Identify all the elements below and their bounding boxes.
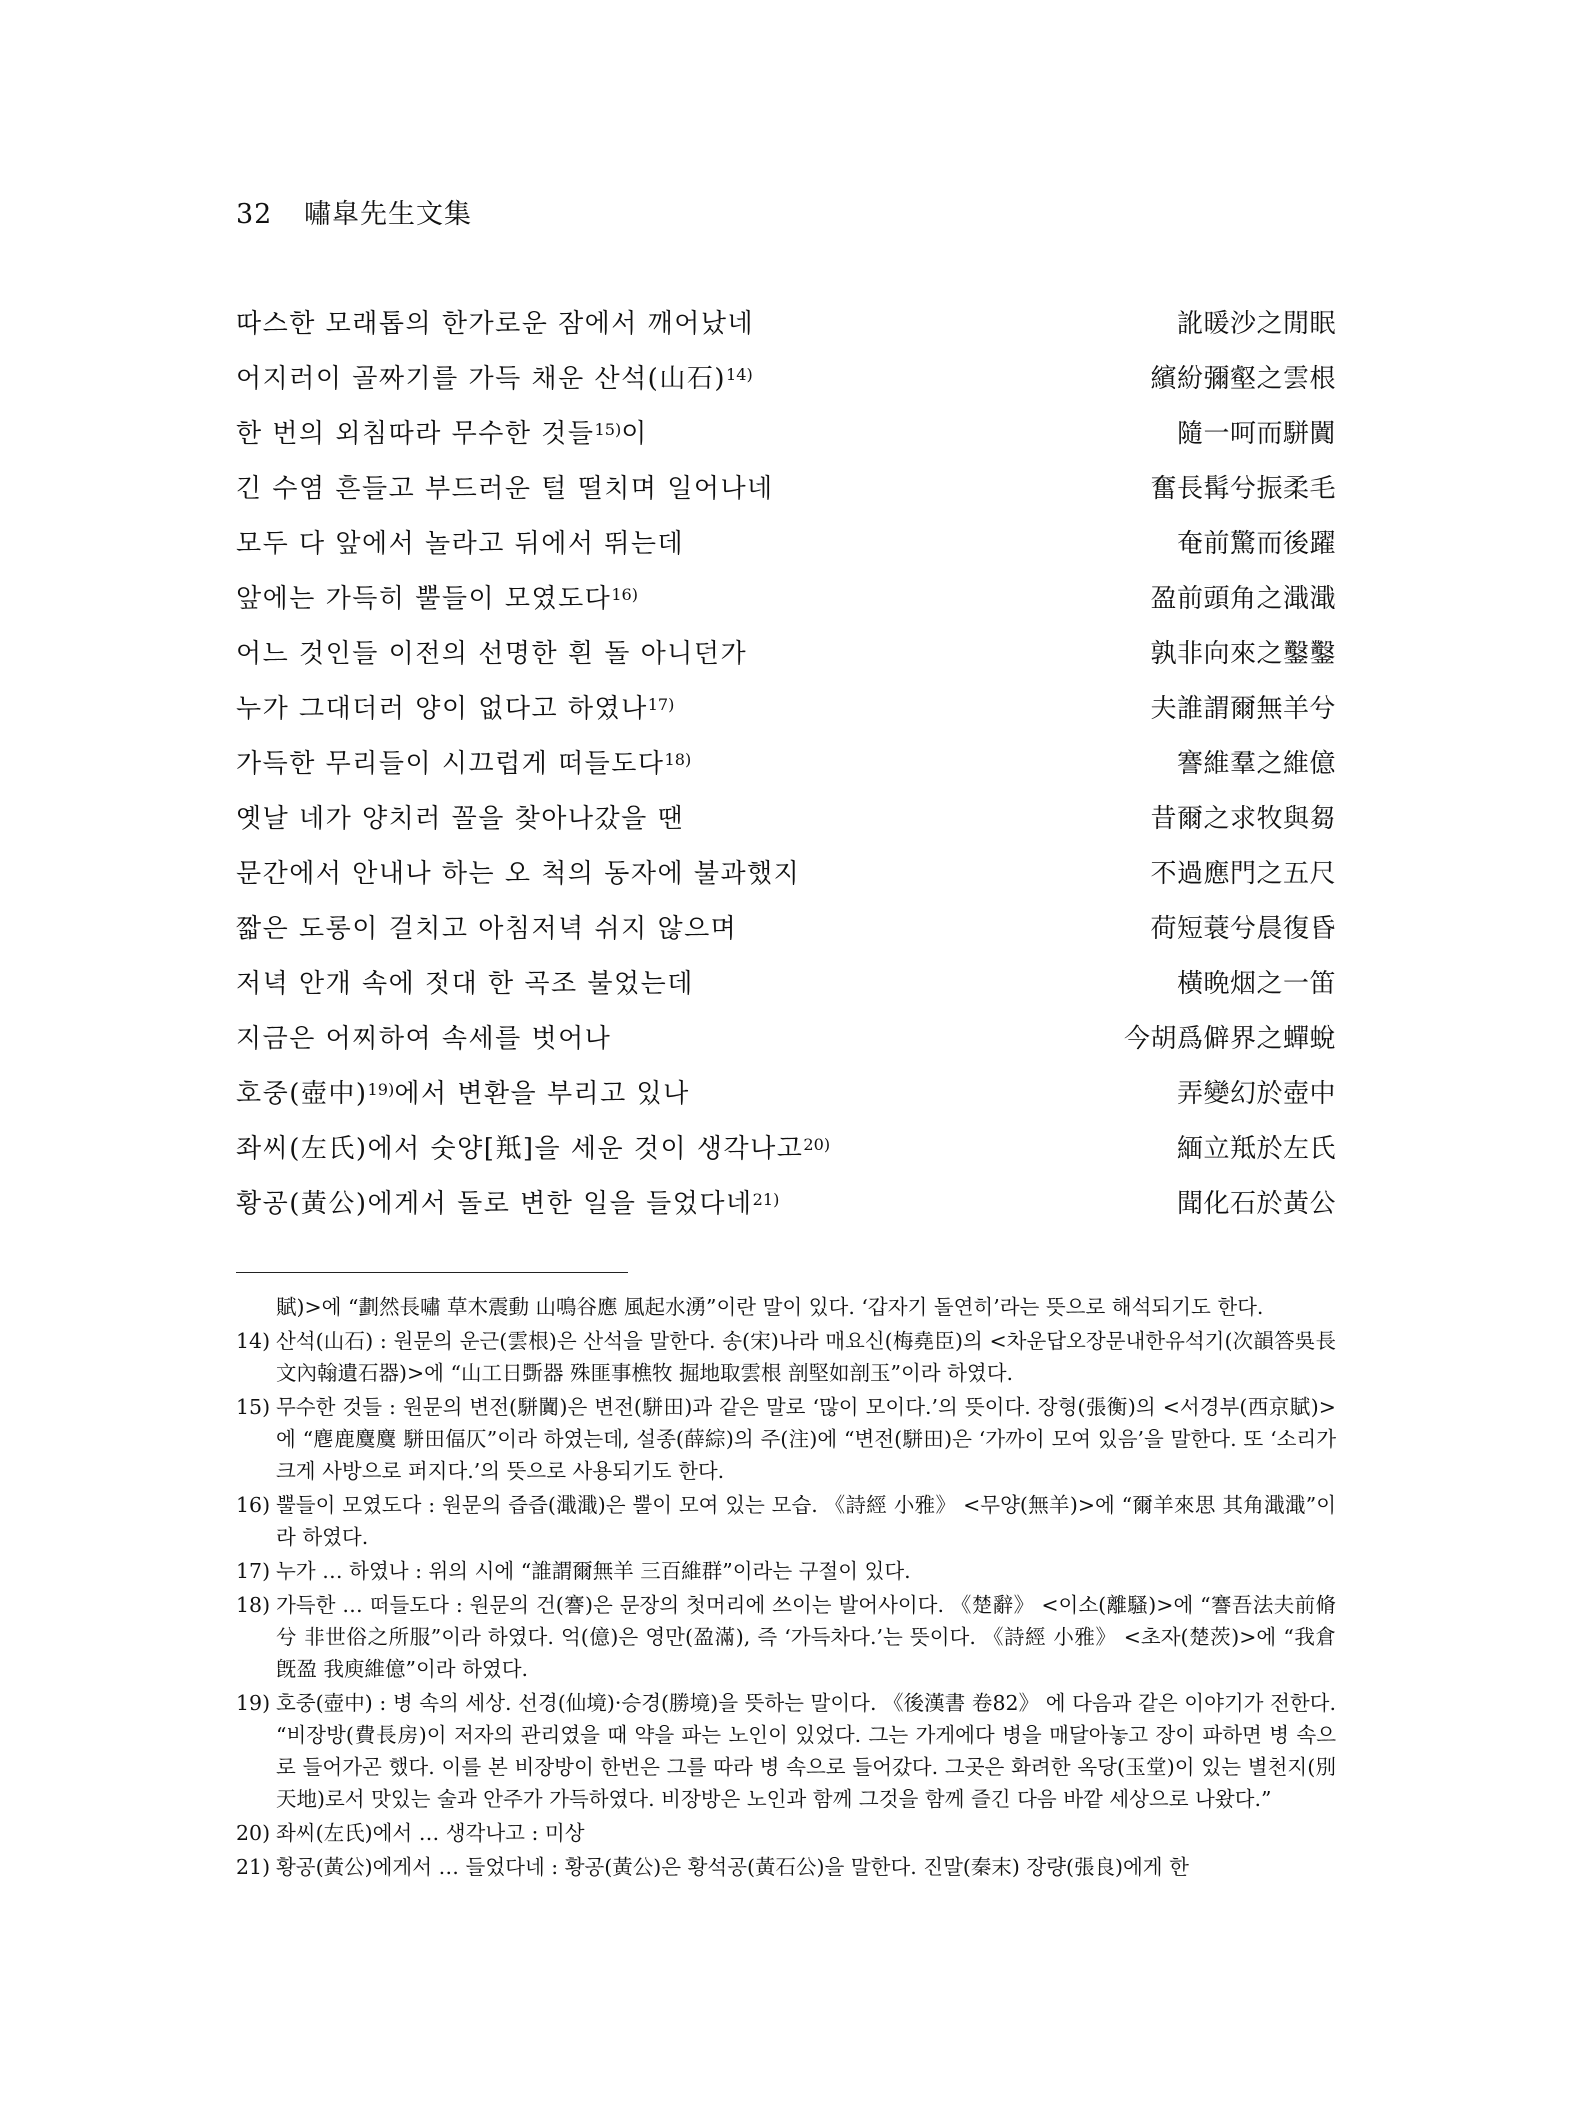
verse-hanja: 荷短蓑兮晨復昏	[1150, 914, 1336, 944]
verse-korean: 옛날 네가 양치러 꼴을 찾아나갔을 땐	[236, 804, 685, 834]
verse-korean: 어느 것인들 이전의 선명한 흰 돌 아니던가	[236, 639, 748, 669]
footnote-ref[interactable]: 16)	[611, 584, 639, 604]
verse-hanja: 不過應門之五尺	[1150, 859, 1336, 889]
footnote-number: 20)	[236, 1821, 271, 1845]
footnote-item	[236, 1851, 1336, 1883]
footnote-item	[236, 1325, 1336, 1389]
verse-korean: 좌씨(左氏)에서 숫양[羝]을 세운 것이 생각나고$^{20)}$	[236, 1134, 831, 1164]
verse-line	[236, 963, 1336, 1018]
verse-korean: 누가 그대더러 양이 없다고 하였나$^{17)}$	[236, 694, 675, 724]
verse-list	[236, 303, 1336, 1238]
footnote-ref[interactable]: 14)	[725, 364, 753, 384]
footnote-item	[236, 1817, 1336, 1849]
footnote-number: 15)	[236, 1395, 271, 1419]
verse-line	[236, 413, 1336, 468]
verse-korean: 어지러이 골짜기를 가득 채운 산석(山石)$^{14)}$	[236, 364, 753, 394]
verse-hanja: 昔爾之求牧與芻	[1150, 804, 1336, 834]
verse-line	[236, 1018, 1336, 1073]
verse-line	[236, 853, 1336, 908]
verse-hanja: 謇維羣之維億	[1176, 749, 1336, 779]
footnote-item	[236, 1589, 1336, 1685]
verse-line	[236, 908, 1336, 963]
verse-hanja: 奄前驚而後躍	[1176, 529, 1336, 559]
verse-korean: 지금은 어찌하여 속세를 벗어나	[236, 1024, 612, 1054]
verse-korean: 문간에서 안내나 하는 오 척의 동자에 불과했지	[236, 859, 801, 889]
footnote-continued: 賦)>에 “劃然長嘯 草木震動 山鳴谷應 風起水湧”이란 말이 있다. ‘갑자기 돌연히’라는 뜻으로 해석되기도 한다.	[276, 1295, 1264, 1319]
verse-korean: 가득한 무리들이 시끄럽게 떠들도다$^{18)}$	[236, 749, 692, 779]
footnote-ref[interactable]: 15)	[594, 419, 622, 439]
book-title: 嘯皐先生文集	[303, 199, 472, 230]
verse-korean: 저녁 안개 속에 젓대 한 곡조 불었는데	[236, 969, 694, 999]
verse-hanja: 孰非向來之鑿鑿	[1150, 639, 1336, 669]
verse-hanja: 訛暖沙之閒眠	[1176, 309, 1336, 339]
footnote-ref[interactable]: 20)	[803, 1134, 831, 1154]
verse-line	[236, 1183, 1336, 1238]
verse-hanja: 緬立羝於左氏	[1176, 1134, 1336, 1164]
footnote-number: 18)	[236, 1593, 271, 1617]
verse-line	[236, 358, 1336, 413]
footnote-number: 17)	[236, 1559, 271, 1583]
verse-korean: 호중(壺中)$^{19)}$에서 변환을 부리고 있나	[236, 1079, 690, 1109]
verse-korean: 따스한 모래톱의 한가로운 잠에서 깨어났네	[236, 309, 755, 339]
verse-line	[236, 633, 1336, 688]
footnote-ref[interactable]: 17)	[647, 694, 675, 714]
footnote-text: 뿔들이 모였도다 : 원문의 즙즙(濈濈)은 뿔이 모여 있는 모습. 《詩經 小雅》 <무양(無羊)>에 “爾羊來思 其角濈濈”이라 하였다.	[276, 1493, 1336, 1549]
footnote-ref[interactable]: 18)	[664, 749, 692, 769]
footnote-text: 좌씨(左氏)에서 … 생각나고 : 미상	[276, 1821, 585, 1845]
verse-hanja: 繽紛彌壑之雲根	[1150, 364, 1336, 394]
verse-line	[236, 468, 1336, 523]
footnote-divider	[236, 1272, 628, 1273]
footnote-text: 무수한 것들 : 원문의 변전(駢闐)은 변전(駢田)과 같은 말로 ‘많이 모이다.’의 뜻이다. 장형(張衡)의 <서경부(西京賦)>에 “麀鹿麌麌 駢田偪仄”이라 하였는데, 설종(薛綜)의 주(注)에 “변전(駢田)은 ‘가까이 모여 있음’을 말한다. 또 ‘소리가 크게 사방으로 퍼지다.’의 뜻으로 사용되기도 한다.	[276, 1395, 1336, 1483]
footnote-text: 호중(壺中) : 병 속의 세상. 선경(仙境)·승경(勝境)을 뜻하는 말이다. 《後漢書 卷82》 에 다음과 같은 이야기가 전한다. “비장방(費長房)이 저자의 관리였을 때 약을 파는 노인이 있었다. 그는 가게에다 병을 매달아놓고 장이 파하면 병 속으로 들어가곤 했다. 이를 본 비장방이 한번은 그를 따라 병 속으로 들어갔다. 그곳은 화려한 옥당(玉堂)이 있는 별천지(別天地)로서 맛있는 술과 안주가 가득하였다. 비장방은 노인과 함께 그것을 함께 즐긴 다음 바깥 세상으로 나왔다.”	[276, 1691, 1336, 1811]
footnote-text: 가득한 … 떠들도다 : 원문의 건(謇)은 문장의 첫머리에 쓰이는 발어사이다. 《楚辭》 <이소(離騷)>에 “謇吾法夫前脩兮 非世俗之所服”이라 하였다. 억(億)은 영만(盈滿), 즉 ‘가득차다.’는 뜻이다. 《詩經 小雅》 <초자(楚茨)>에 “我倉旣盈 我庾維億”이라 하였다.	[276, 1593, 1336, 1681]
verse-korean: 황공(黃公)에게서 돌로 변한 일을 들었다네$^{21)}$	[236, 1189, 780, 1219]
page-header	[236, 192, 472, 231]
verse-line	[236, 1073, 1336, 1128]
footnotes	[236, 1291, 1336, 1885]
footnote-ref[interactable]: 19)	[367, 1079, 395, 1099]
footnote-number: 19)	[236, 1691, 271, 1715]
footnote-item	[236, 1555, 1336, 1587]
verse-hanja: 奮長髯兮振柔毛	[1150, 474, 1336, 504]
verse-line	[236, 743, 1336, 798]
verse-hanja: 橫晩烟之一笛	[1176, 969, 1336, 999]
footnote-item	[236, 1687, 1336, 1815]
footnote-ref[interactable]: 21)	[752, 1189, 780, 1209]
verse-line	[236, 688, 1336, 743]
verse-hanja: 隨一呵而駢闐	[1176, 419, 1336, 449]
verse-korean: 앞에는 가득히 뿔들이 모였도다$^{16)}$	[236, 584, 639, 614]
footnote-number: 21)	[236, 1855, 271, 1879]
footnote-number: 16)	[236, 1493, 271, 1517]
verse-korean: 짧은 도롱이 걸치고 아침저녁 쉬지 않으며	[236, 914, 738, 944]
verse-hanja: 今胡爲僻界之蟬蛻	[1123, 1024, 1336, 1054]
verse-hanja: 盈前頭角之濈濈	[1150, 584, 1336, 614]
verse-hanja: 夫誰謂爾無羊兮	[1150, 694, 1336, 724]
verse-hanja: 聞化石於黃公	[1176, 1189, 1336, 1219]
verse-korean: 한 번의 외침따라 무수한 것들$^{15)}$이	[236, 419, 648, 449]
verse-line	[236, 1128, 1336, 1183]
footnote-item	[236, 1489, 1336, 1553]
verse-line	[236, 798, 1336, 853]
footnote-text: 산석(山石) : 원문의 운근(雲根)은 산석을 말한다. 송(宋)나라 매요신(梅堯臣)의 <차운답오장문내한유석기(次韻答吳長文內翰遺石器)>에 “山工日斲器 殊匪事樵牧 掘地取雲根 剖堅如剖玉”이라 하였다.	[276, 1329, 1336, 1385]
verse-line	[236, 303, 1336, 358]
verse-korean: 모두 다 앞에서 놀라고 뒤에서 뛰는데	[236, 529, 685, 559]
verse-hanja: 弄變幻於壺中	[1176, 1079, 1336, 1109]
verse-line	[236, 578, 1336, 633]
verse-korean: 긴 수염 흔들고 부드러운 털 떨치며 일어나네	[236, 474, 774, 504]
footnote-item	[236, 1391, 1336, 1487]
footnote-text: 누가 … 하였나 : 위의 시에 “誰謂爾無羊 三百維群”이라는 구절이 있다.	[276, 1559, 911, 1583]
verse-line	[236, 523, 1336, 578]
footnote-text: 황공(黃公)에게서 … 들었다네 : 황공(黃公)은 황석공(黃石公)을 말한다. 진말(秦末) 장량(張良)에게 한	[276, 1855, 1189, 1879]
page-number: 32	[236, 199, 273, 230]
footnote-number: 14)	[236, 1329, 271, 1353]
